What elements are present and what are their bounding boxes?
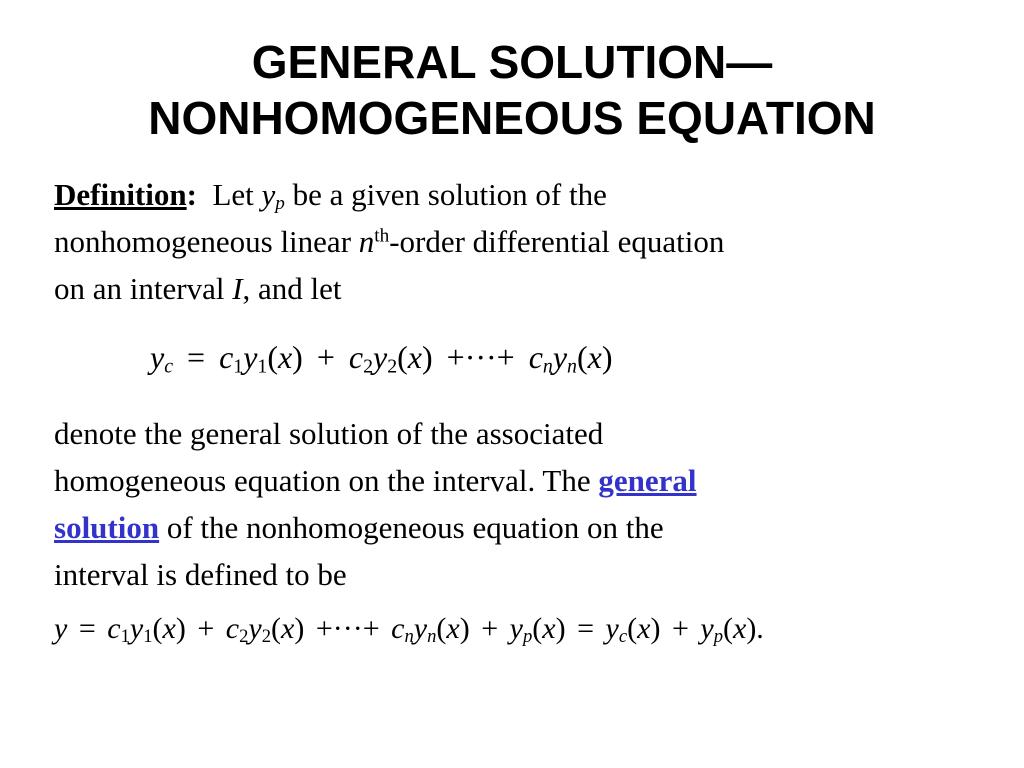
math-var: c xyxy=(528,339,543,375)
title-line-1: GENERAL SOLUTION— xyxy=(251,36,773,88)
math-subscript: p xyxy=(713,626,723,648)
math-var: y xyxy=(129,612,144,645)
math-var: y xyxy=(509,612,523,645)
definition-text: on an interval xyxy=(54,271,233,306)
math-var: y xyxy=(54,612,68,645)
math-operator: + xyxy=(481,612,499,645)
definition-text: -order differential equation xyxy=(389,224,725,259)
math-var: y xyxy=(243,339,258,375)
math-subscript: 2 xyxy=(261,626,271,648)
math-subscript: 1 xyxy=(143,626,153,648)
general-solution-paragraph xyxy=(54,410,954,598)
math-var: y xyxy=(373,339,388,375)
math-subscript: 2 xyxy=(387,355,398,378)
math-operator: = xyxy=(78,612,96,645)
general-solution-term: solution xyxy=(54,510,160,545)
math-subscript: n xyxy=(404,626,414,648)
math-subscript: n xyxy=(542,355,553,378)
math-subscript: 1 xyxy=(233,355,244,378)
math-argument: (x) xyxy=(152,612,186,645)
definition-line-2 xyxy=(54,218,954,265)
math-var: y xyxy=(700,612,714,645)
paragraph-line-2 xyxy=(54,457,954,504)
general-solution-term: general xyxy=(598,463,697,498)
definition-paragraph xyxy=(54,171,954,312)
math-var: y xyxy=(413,612,428,645)
math-var: c xyxy=(107,612,121,645)
math-argument: (x) xyxy=(436,612,470,645)
math-var: I xyxy=(232,271,243,306)
math-operator: + xyxy=(671,612,689,645)
math-argument: (x) xyxy=(532,612,566,645)
definition-line-1 xyxy=(54,171,954,218)
math-var: y xyxy=(552,339,568,375)
math-operator: +···+ xyxy=(315,612,380,645)
math-subscript: 2 xyxy=(363,355,373,378)
paragraph-line-3 xyxy=(54,504,954,551)
math-superscript: th xyxy=(374,225,390,247)
math-subscript: p xyxy=(275,193,285,215)
slide-title xyxy=(0,34,1024,146)
math-operator: +···+ xyxy=(446,339,515,375)
math-subscript: n xyxy=(567,355,577,378)
math-subscript: 2 xyxy=(239,626,249,648)
math-argument: (x) xyxy=(397,339,433,375)
math-var: y xyxy=(248,612,262,645)
math-subscript: p xyxy=(522,626,533,648)
math-subscript: 1 xyxy=(120,626,130,648)
math-operator: + xyxy=(316,339,335,375)
math-var: c xyxy=(219,339,234,375)
definition-label: Definition xyxy=(54,177,187,212)
definition-text: Let xyxy=(212,177,262,212)
math-var: c xyxy=(348,339,364,375)
math-argument: (x) xyxy=(576,339,613,375)
paragraph-line-4: interval is defined to be xyxy=(54,557,347,592)
math-argument: (x). xyxy=(722,612,764,645)
paragraph-line-1: denote the general solution of the associated xyxy=(54,416,604,451)
math-argument: (x) xyxy=(271,612,305,645)
math-var: n xyxy=(358,224,375,259)
math-subscript: 1 xyxy=(257,355,268,378)
math-subscript: c xyxy=(618,626,628,648)
math-var: y xyxy=(150,339,165,375)
general-solution-equation xyxy=(54,609,764,649)
title-line-2: NONHOMOGENEOUS EQUATION xyxy=(148,92,876,144)
math-operator: = xyxy=(187,339,206,375)
paragraph-text: of the nonhomogeneous equation on the xyxy=(159,510,664,545)
math-argument: (x) xyxy=(267,339,303,375)
math-var: c xyxy=(225,612,240,645)
definition-text: nonhomogeneous linear xyxy=(54,224,359,259)
definition-colon: : xyxy=(186,177,197,212)
math-var: y xyxy=(605,612,619,645)
math-operator: + xyxy=(197,612,215,645)
math-argument: (x) xyxy=(627,612,661,645)
complementary-solution-equation xyxy=(150,337,612,377)
math-operator: = xyxy=(577,612,595,645)
math-var: c xyxy=(391,612,405,645)
paragraph-text: homogeneous equation on the interval. The xyxy=(54,463,599,498)
math-subscript: n xyxy=(427,626,437,648)
definition-line-3 xyxy=(54,265,954,312)
math-subscript: c xyxy=(164,355,174,378)
math-var: y xyxy=(261,177,276,212)
definition-text: be a given solution of the xyxy=(284,177,607,212)
definition-text: , and let xyxy=(242,271,342,306)
